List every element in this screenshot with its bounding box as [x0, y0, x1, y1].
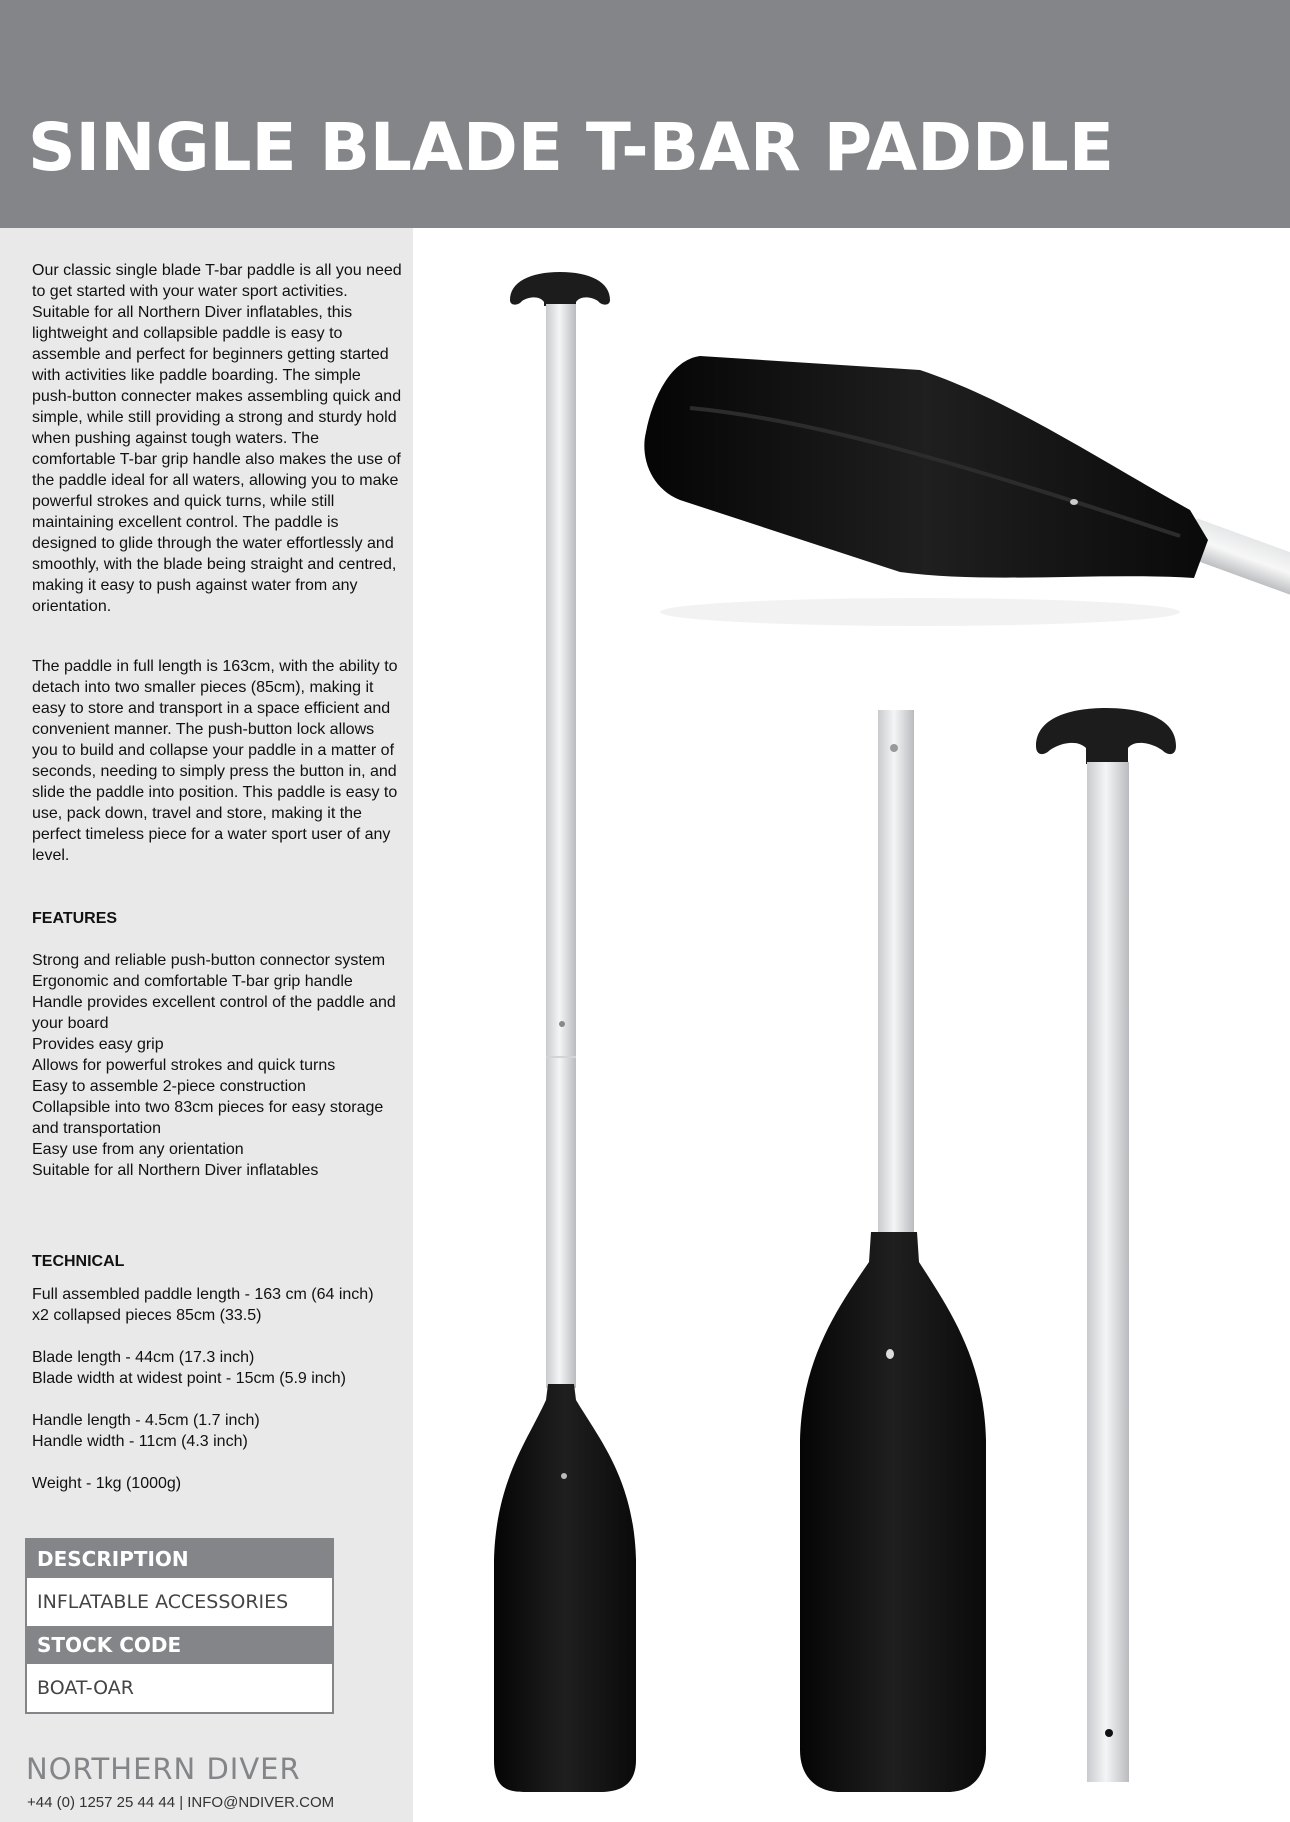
spec-blade-width: Blade width at widest point - 15cm (5.9 inch) — [32, 1370, 346, 1387]
page-header — [0, 0, 1290, 228]
spec-full-length: Full assembled paddle length - 163 cm (64 inch) — [32, 1286, 374, 1303]
feature-item: Allows for powerful strokes and quick turns — [32, 1057, 336, 1074]
spec-collapsed: x2 collapsed pieces 85cm (33.5) — [32, 1307, 262, 1324]
t-handle-icon — [510, 272, 610, 306]
blade-closeup — [644, 356, 1290, 626]
feature-item: Ergonomic and comfortable T-bar grip handle — [32, 973, 353, 990]
blade-icon — [494, 1384, 636, 1792]
feature-item: Strong and reliable push-button connector system — [32, 952, 386, 969]
page-title: SINGLE BLADE T-BAR PADDLE — [28, 109, 1114, 186]
feature-item: Easy to assemble 2-piece construction — [32, 1078, 306, 1095]
shaft-lower — [546, 1058, 576, 1388]
contact-info: +44 (0) 1257 25 44 44 | INFO@NDIVER.COM — [27, 1794, 335, 1811]
features-heading: FEATURES — [32, 910, 118, 927]
shaft-upper — [546, 304, 576, 1056]
spec-weight: Weight - 1kg (1000g) — [32, 1475, 182, 1492]
feature-item: Suitable for all Northern Diver inflatables — [32, 1162, 319, 1179]
blade-section — [800, 710, 986, 1792]
technical-heading: TECHNICAL — [32, 1253, 125, 1270]
intro-text: Our classic single blade T-bar paddle is all you need to get started with your water sport activities. Suitable for all Northern Diver inflatables, this lightweight and collapsible paddle is easy to assemble and perfect for beginners getting started with activities like paddle boarding. The simple push-button connecter makes assembling quick and simple, while still providing a strong and sturdy hold when pushing against tough waters. The comfortable T-bar grip handle also makes the use of the paddle ideal for all waters, allowing you to make powerful strokes and quick turns, while still maintaining excellent control. The paddle is designed to glide through the water effortlessly and smoothly, with the blade being straight and centred, making it easy to push against water from any orientation. — [32, 262, 402, 615]
spec-blade-length: Blade length - 44cm (17.3 inch) — [32, 1349, 255, 1366]
intro-paragraph — [32, 260, 404, 617]
spec-handle-length: Handle length - 4.5cm (1.7 inch) — [32, 1412, 260, 1429]
spec-handle-width: Handle width - 11cm (4.3 inch) — [32, 1433, 248, 1450]
product-photo — [413, 228, 1290, 1822]
full-paddle — [494, 272, 636, 1792]
stock-code-value: BOAT-OAR — [27, 1664, 332, 1712]
handle-section — [1036, 708, 1176, 1782]
feature-item: Provides easy grip — [32, 1036, 164, 1053]
description-label: DESCRIPTION — [27, 1540, 332, 1578]
length-paragraph — [32, 656, 404, 866]
description-value: INFLATABLE ACCESSORIES — [27, 1578, 332, 1626]
brand-logo: NORTHERN DIVER — [26, 1752, 301, 1786]
length-text: The paddle in full length is 163cm, with the ability to detach into two smaller pieces (85cm), making it easy to store and transport in a space efficient and convenient manner. The push-button lock allows you to build and collapse your paddle in a matter of seconds, needing to simply press the button in, and slide the paddle into position. This paddle is easy to use, pack down, travel and store, making it the perfect timeless piece for a water sport user of any level. — [32, 658, 398, 864]
feature-item: Collapsible into two 83cm pieces for easy storage and transportation — [32, 1099, 384, 1137]
product-info-box — [25, 1538, 334, 1714]
t-handle-icon — [1036, 708, 1176, 764]
features-list — [32, 950, 404, 1181]
stock-code-label: STOCK CODE — [27, 1626, 332, 1664]
technical-specs — [32, 1284, 404, 1494]
feature-item: Handle provides excellent control of the paddle and your board — [32, 994, 396, 1032]
feature-item: Easy use from any orientation — [32, 1141, 244, 1158]
